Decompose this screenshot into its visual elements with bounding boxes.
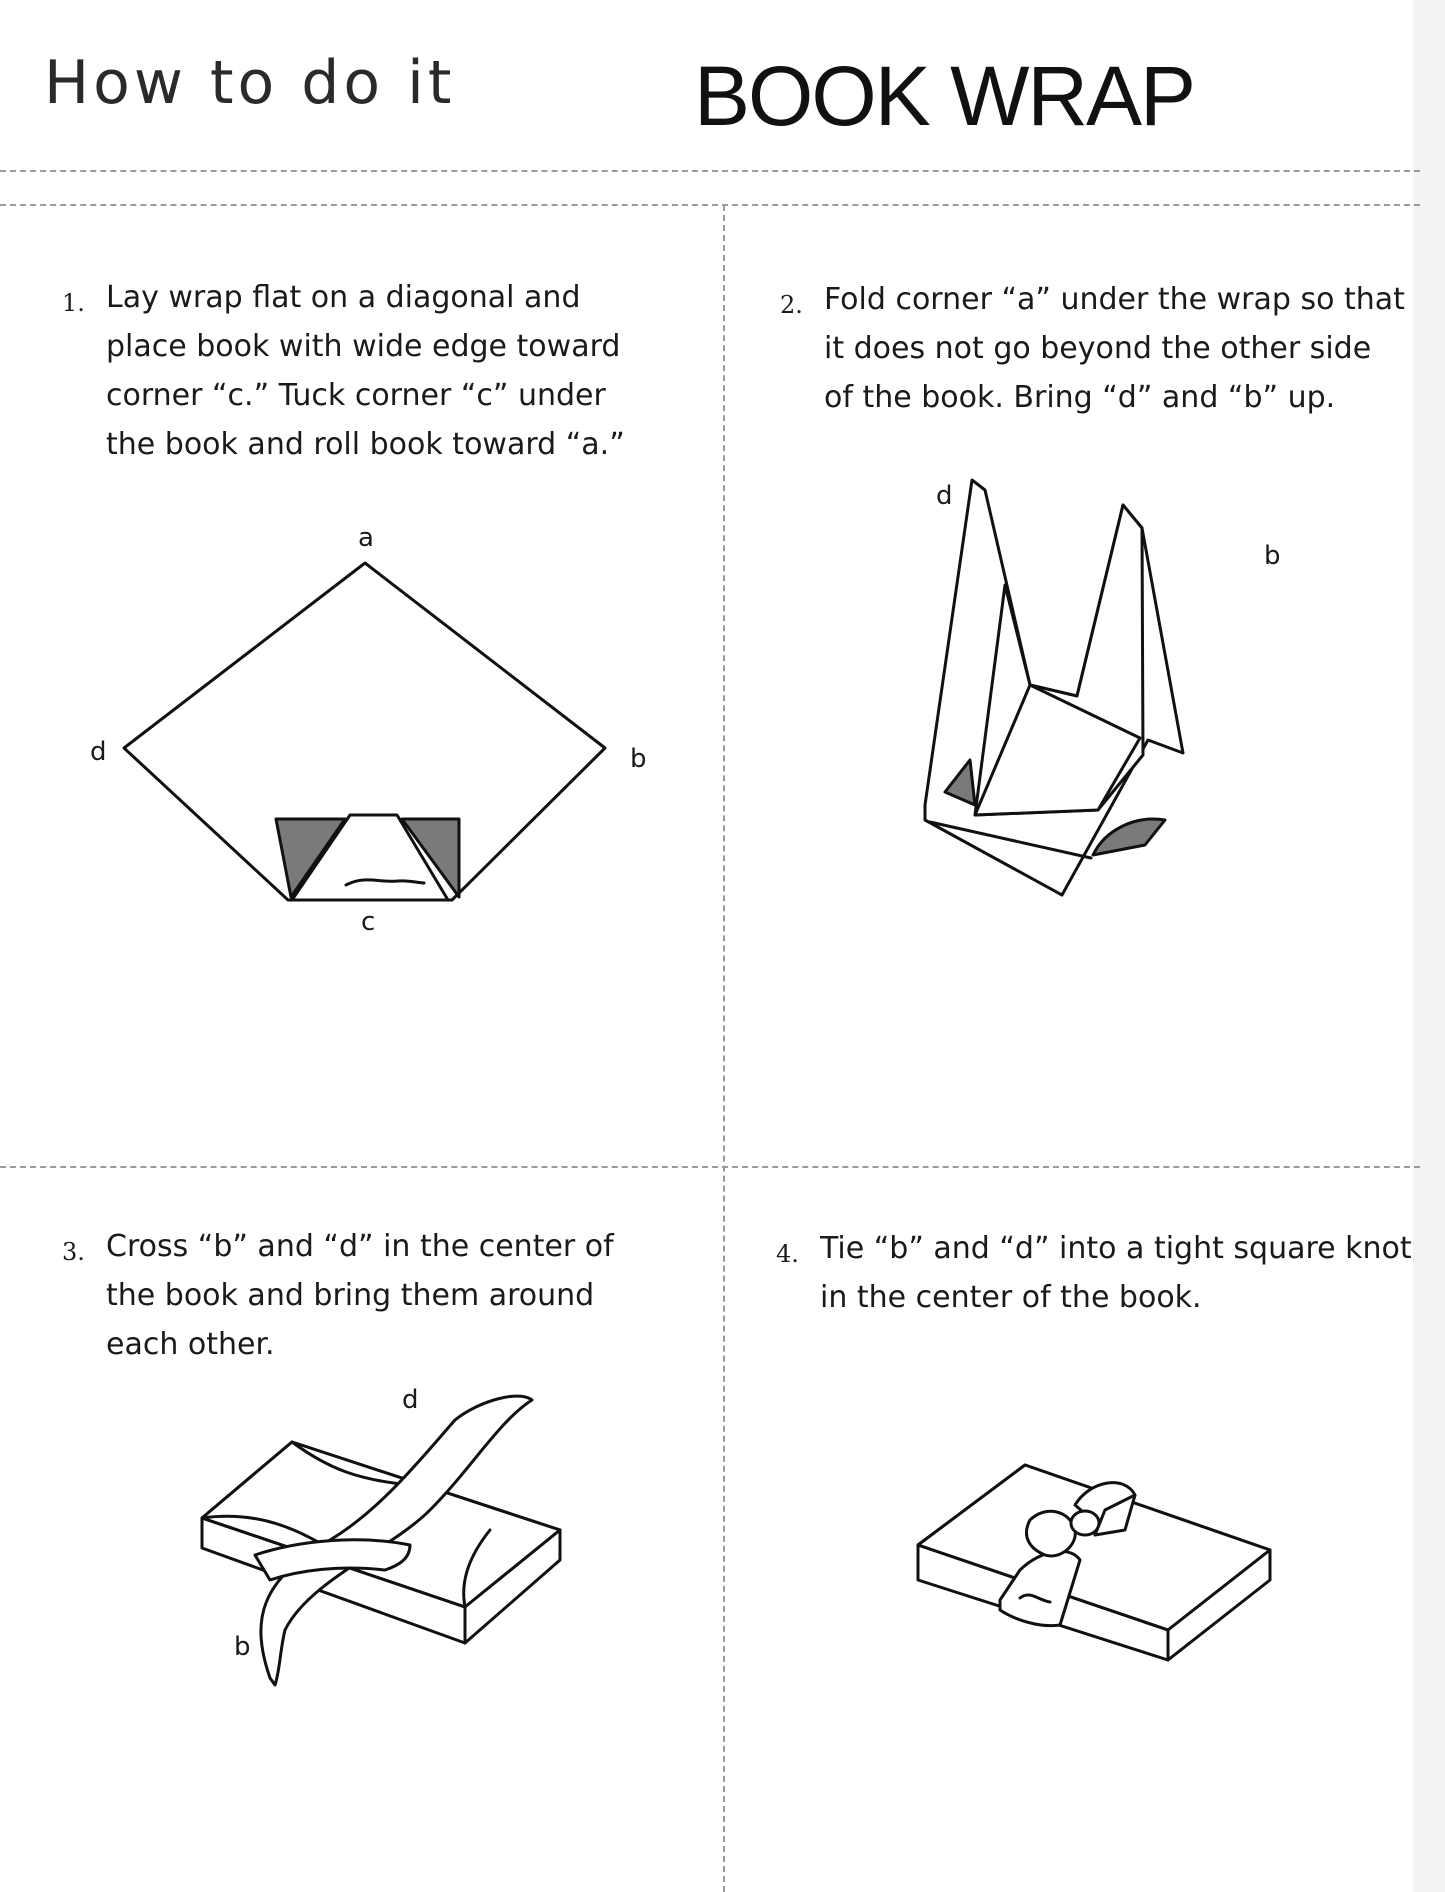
header-divider-top — [0, 170, 1420, 172]
page-title: BOOK WRAP — [694, 49, 1195, 143]
step-number: 2. — [780, 291, 803, 319]
row-divider — [0, 1166, 1420, 1168]
step-2 — [780, 275, 1420, 422]
label-c: c — [361, 907, 376, 937]
step-1-diagram — [80, 515, 680, 945]
label-b: b — [1264, 541, 1281, 571]
column-divider — [723, 205, 725, 1892]
step-3 — [62, 1222, 682, 1369]
knot-loop-left — [1026, 1511, 1075, 1556]
fold-shadow-right — [1093, 819, 1165, 855]
step-text: Tie “b” and “d” into a tight square knot in the center of the book. — [820, 1231, 1412, 1315]
how-to-heading: How to do it — [44, 48, 456, 118]
label-d: d — [402, 1385, 419, 1415]
header-divider-bottom — [0, 204, 1420, 206]
step-text: Cross “b” and “d” in the center of the book and bring them around each other. — [106, 1229, 614, 1362]
step-number: 4. — [776, 1240, 799, 1268]
label-d: d — [90, 737, 107, 767]
step-1 — [62, 273, 682, 469]
label-a: a — [358, 523, 374, 553]
step-text: Lay wrap flat on a diagonal and place book with wide edge toward corner “c.” Tuck corner “c” under the book and roll book toward “a.” — [106, 280, 625, 462]
step-4 — [776, 1224, 1416, 1322]
step-3-diagram — [180, 1380, 600, 1710]
label-b: b — [630, 744, 647, 774]
step-number: 3. — [62, 1238, 85, 1266]
step-2-diagram — [900, 470, 1300, 910]
step-text: Fold corner “a” under the wrap so that it does not go beyond the other side of the book. Bring “d” and “b” up. — [824, 282, 1405, 415]
label-d: d — [936, 481, 953, 511]
step-number: 1. — [62, 289, 85, 317]
knot-center — [1071, 1511, 1099, 1535]
step-4-diagram — [910, 1450, 1290, 1700]
label-b: b — [234, 1632, 251, 1662]
